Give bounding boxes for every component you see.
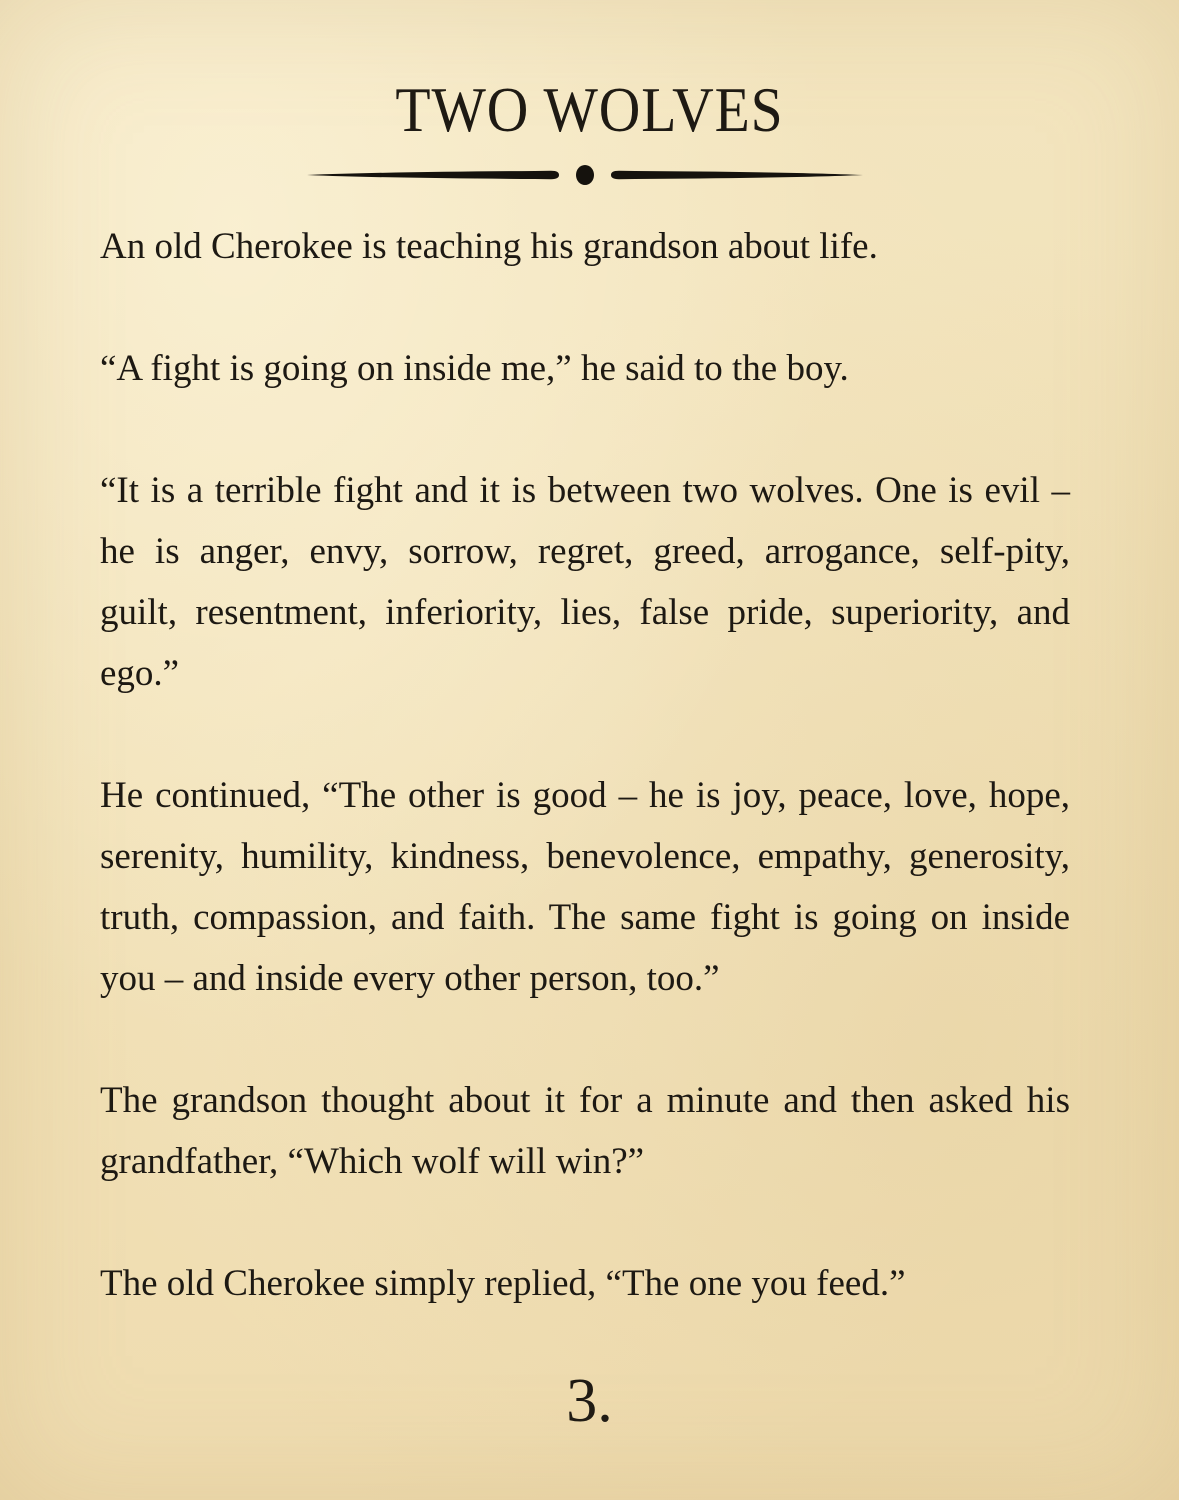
paragraph-4: He continued, “The other is good – he is joy, peace, love, hope, serenity, humility, kindness, benevolence, empathy, generosity, truth, compassion, and faith. The same fight is going on inside you – and inside every other person, too.” <box>100 775 1070 999</box>
paragraph-2: “A fight is going on inside me,” he said to the boy. <box>100 348 849 389</box>
paragraph-6: The old Cherokee simply replied, “The one you feed.” <box>100 1263 906 1304</box>
flourish-divider-icon <box>305 158 865 192</box>
page-number: 3. <box>566 1367 613 1435</box>
paragraph-1: An old Cherokee is teaching his grandson about life. <box>100 226 878 267</box>
story-text <box>100 216 1070 1375</box>
page-title: TWO WOLVES <box>395 74 784 145</box>
paragraph-3: “It is a terrible fight and it is between two wolves. One is evil – he is anger, envy, sorrow, regret, greed, arrogance, self-pity, guilt, resentment, inferiority, lies, false pride, superiority, and ego.” <box>100 470 1070 694</box>
paragraph-5: The grandson thought about it for a minute and then asked his grandfather, “Which wolf will win?” <box>100 1080 1070 1182</box>
